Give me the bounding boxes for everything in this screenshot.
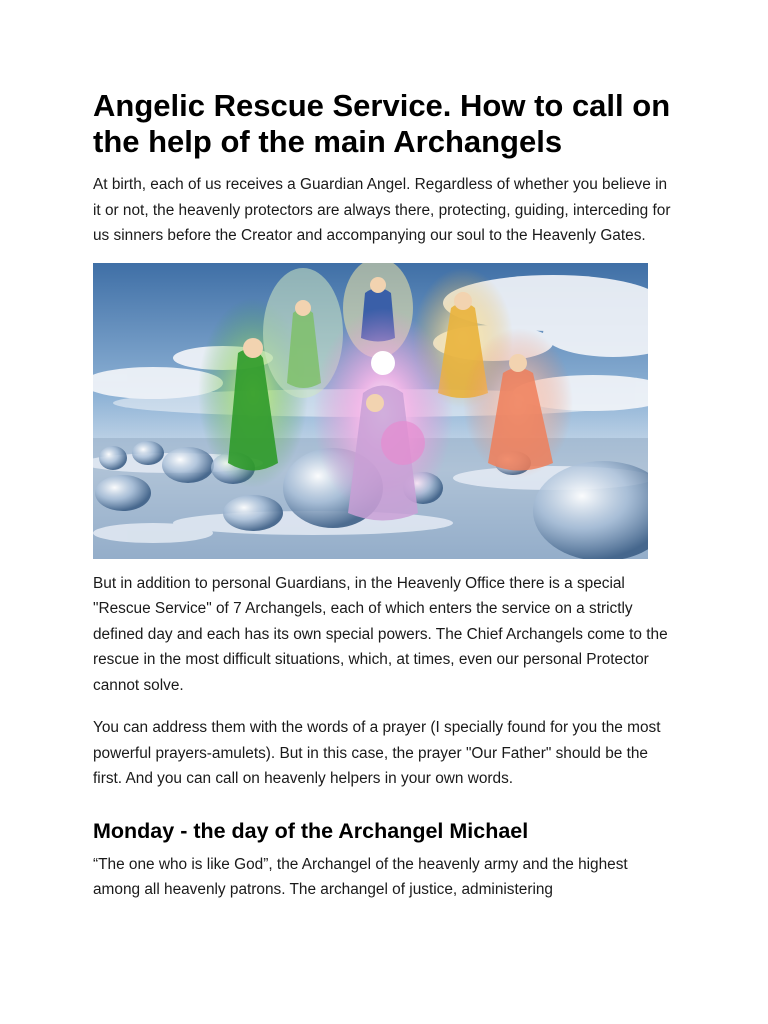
article-title: Angelic Rescue Service. How to call on the help of the main Archangels xyxy=(93,88,671,159)
body-paragraph-rescue-service: But in addition to personal Guardians, in the Heavenly Office there is a special "Rescue Service" of 7 Archangels, each of which enters the service on a strictly defined day and each has its own special powers. The Chief Archangels come to the rescue in the most difficult situations, which, at times, even our personal Protector cannot solve. xyxy=(93,574,668,694)
intro-paragraph: At birth, each of us receives a Guardian Angel. Regardless of whether you believe in it or not, the heavenly protectors are always there, protecting, guiding, interceding for us sinners before the Creator and accompanying our soul to the Heavenly Gates. xyxy=(93,176,671,244)
archangels-illustration xyxy=(93,263,648,559)
document-page xyxy=(93,88,678,903)
body-paragraph-prayer: You can address them with the words of a prayer (I specially found for you the most powerful prayers-amulets). But in this case, the prayer "Our Father" should be the first. And you can call on heavenly helpers in your own words. xyxy=(93,719,661,787)
body-paragraph-michael: “The one who is like God”, the Archangel of the heavenly army and the highest among all heavenly patrons. The archangel of justice, administering xyxy=(93,855,628,898)
section-heading-monday: Monday - the day of the Archangel Michael xyxy=(93,818,529,843)
